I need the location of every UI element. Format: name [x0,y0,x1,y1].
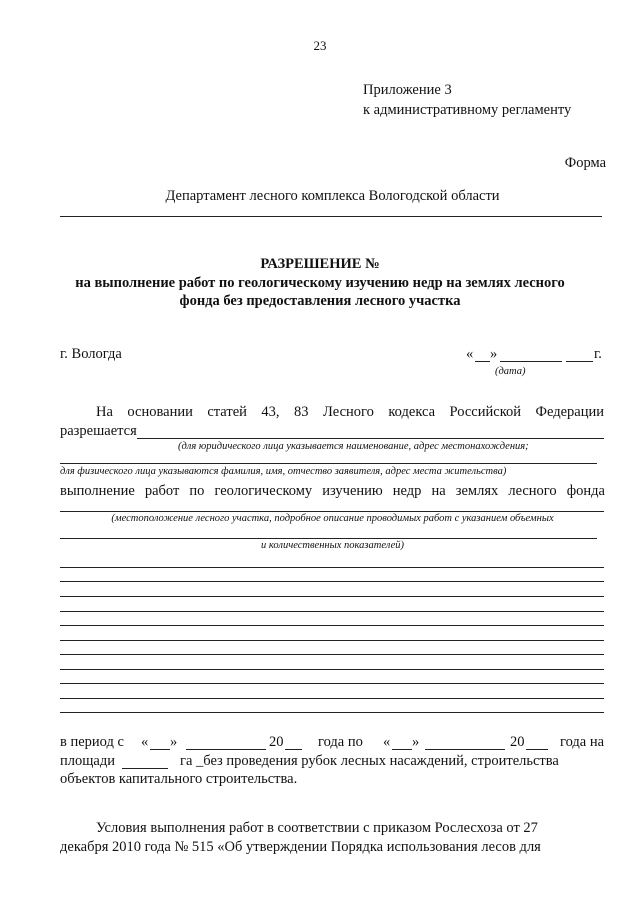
period-from-quote-open: « [141,734,149,750]
applicant-field[interactable] [137,438,604,439]
work-word: изучению [322,483,383,499]
description-line[interactable] [60,683,604,684]
basis-word: Федерации [535,404,604,420]
basis-word: 43, [261,404,280,420]
department-name: Департамент лесного комплекса Вологодской области [165,188,500,204]
work-word: выполнение [60,483,135,499]
basis-line [96,404,604,421]
date-caption: (дата) [495,366,526,377]
conditions-line-1: Условия выполнения работ в соответствии с приказом Рослесхоза от 27 [96,820,538,836]
period-to-century: 20 [510,734,525,750]
basis-word: основании [127,404,193,420]
legal-entity-caption: (для юридического лица указывается наименование, адрес местонахождения; [178,441,529,452]
description-line[interactable] [60,669,604,670]
work-line [60,483,605,500]
date-day-field[interactable] [475,361,490,362]
date-year-field[interactable] [566,361,593,362]
basis-word: Лесного [323,404,374,420]
department-underline [60,216,602,217]
basis-word: статей [207,404,247,420]
description-line[interactable] [60,712,604,713]
description-line[interactable] [60,640,604,641]
work-word: по [189,483,205,499]
form-label: Форма [564,155,606,171]
description-line[interactable] [60,698,604,699]
applicant-field-2[interactable] [60,463,597,464]
location-caption-1: (местоположение лесного участка, подробное описание проводимых работ с указанием объемных [111,513,554,524]
appendix-line-2: к административному регламенту [363,102,572,118]
period-from-day-field[interactable] [150,749,170,750]
person-caption: для физического лица указываются фамилия, имя, отчество заявителя, адрес места жительства) [60,466,507,477]
work-word: лесного [508,483,557,499]
location-field-2[interactable] [60,538,597,539]
period-to-month-field[interactable] [425,749,505,750]
permit-word: разрешается [60,423,137,439]
work-word: на [431,483,446,499]
work-word: работ [144,483,180,499]
period-from-year-field[interactable] [285,749,302,750]
document-title: РАЗРЕШЕНИЕ № [260,256,380,272]
location-caption-2: и количественных показателей) [261,540,404,551]
date-year-suffix: г. [594,346,602,362]
period-to-quote-open: « [383,734,391,750]
work-word: недр [392,483,422,499]
document-subtitle-2: фонда без предоставления лесного участка [179,293,461,309]
work-word: землях [455,483,499,499]
city: г. Вологда [60,346,122,362]
period-mid: года по [318,734,363,750]
description-line[interactable] [60,567,604,568]
basis-word: кодекса [388,404,436,420]
area-text: га _без проведения рубок лесных насаждений, строительства [180,753,559,769]
date-quote-open: « [466,346,474,362]
description-line[interactable] [60,581,604,582]
period-to-quote-close: » [412,734,420,750]
appendix-line-1: Приложение 3 [363,82,452,98]
period-to-day-field[interactable] [392,749,412,750]
period-from-month-field[interactable] [186,749,266,750]
period-from-quote-close: » [170,734,178,750]
objects-text: объектов капитального строительства. [60,771,298,787]
conditions-line-2: декабря 2010 года № 515 «Об утверждении Порядка использования лесов для [60,839,541,855]
period-to-year-field[interactable] [526,749,548,750]
date-month-field[interactable] [500,361,562,362]
area-prefix: площади [60,753,115,769]
basis-word: 83 [294,404,309,420]
period-prefix: в период с [60,734,124,750]
period-suffix: года на [560,734,605,750]
period-from-century: 20 [269,734,284,750]
description-line[interactable] [60,596,604,597]
description-line[interactable] [60,611,604,612]
description-line[interactable] [60,625,604,626]
basis-word: На [96,404,113,420]
area-field[interactable] [122,768,168,769]
description-line[interactable] [60,654,604,655]
location-field[interactable] [60,511,604,512]
work-word: фонда [566,483,605,499]
date-quote-close: » [490,346,498,362]
basis-word: Российской [449,404,522,420]
document-subtitle-1: на выполнение работ по геологическому изучению недр на землях лесного [75,275,565,291]
page-number: 23 [313,38,327,53]
work-word: геологическому [214,483,313,499]
